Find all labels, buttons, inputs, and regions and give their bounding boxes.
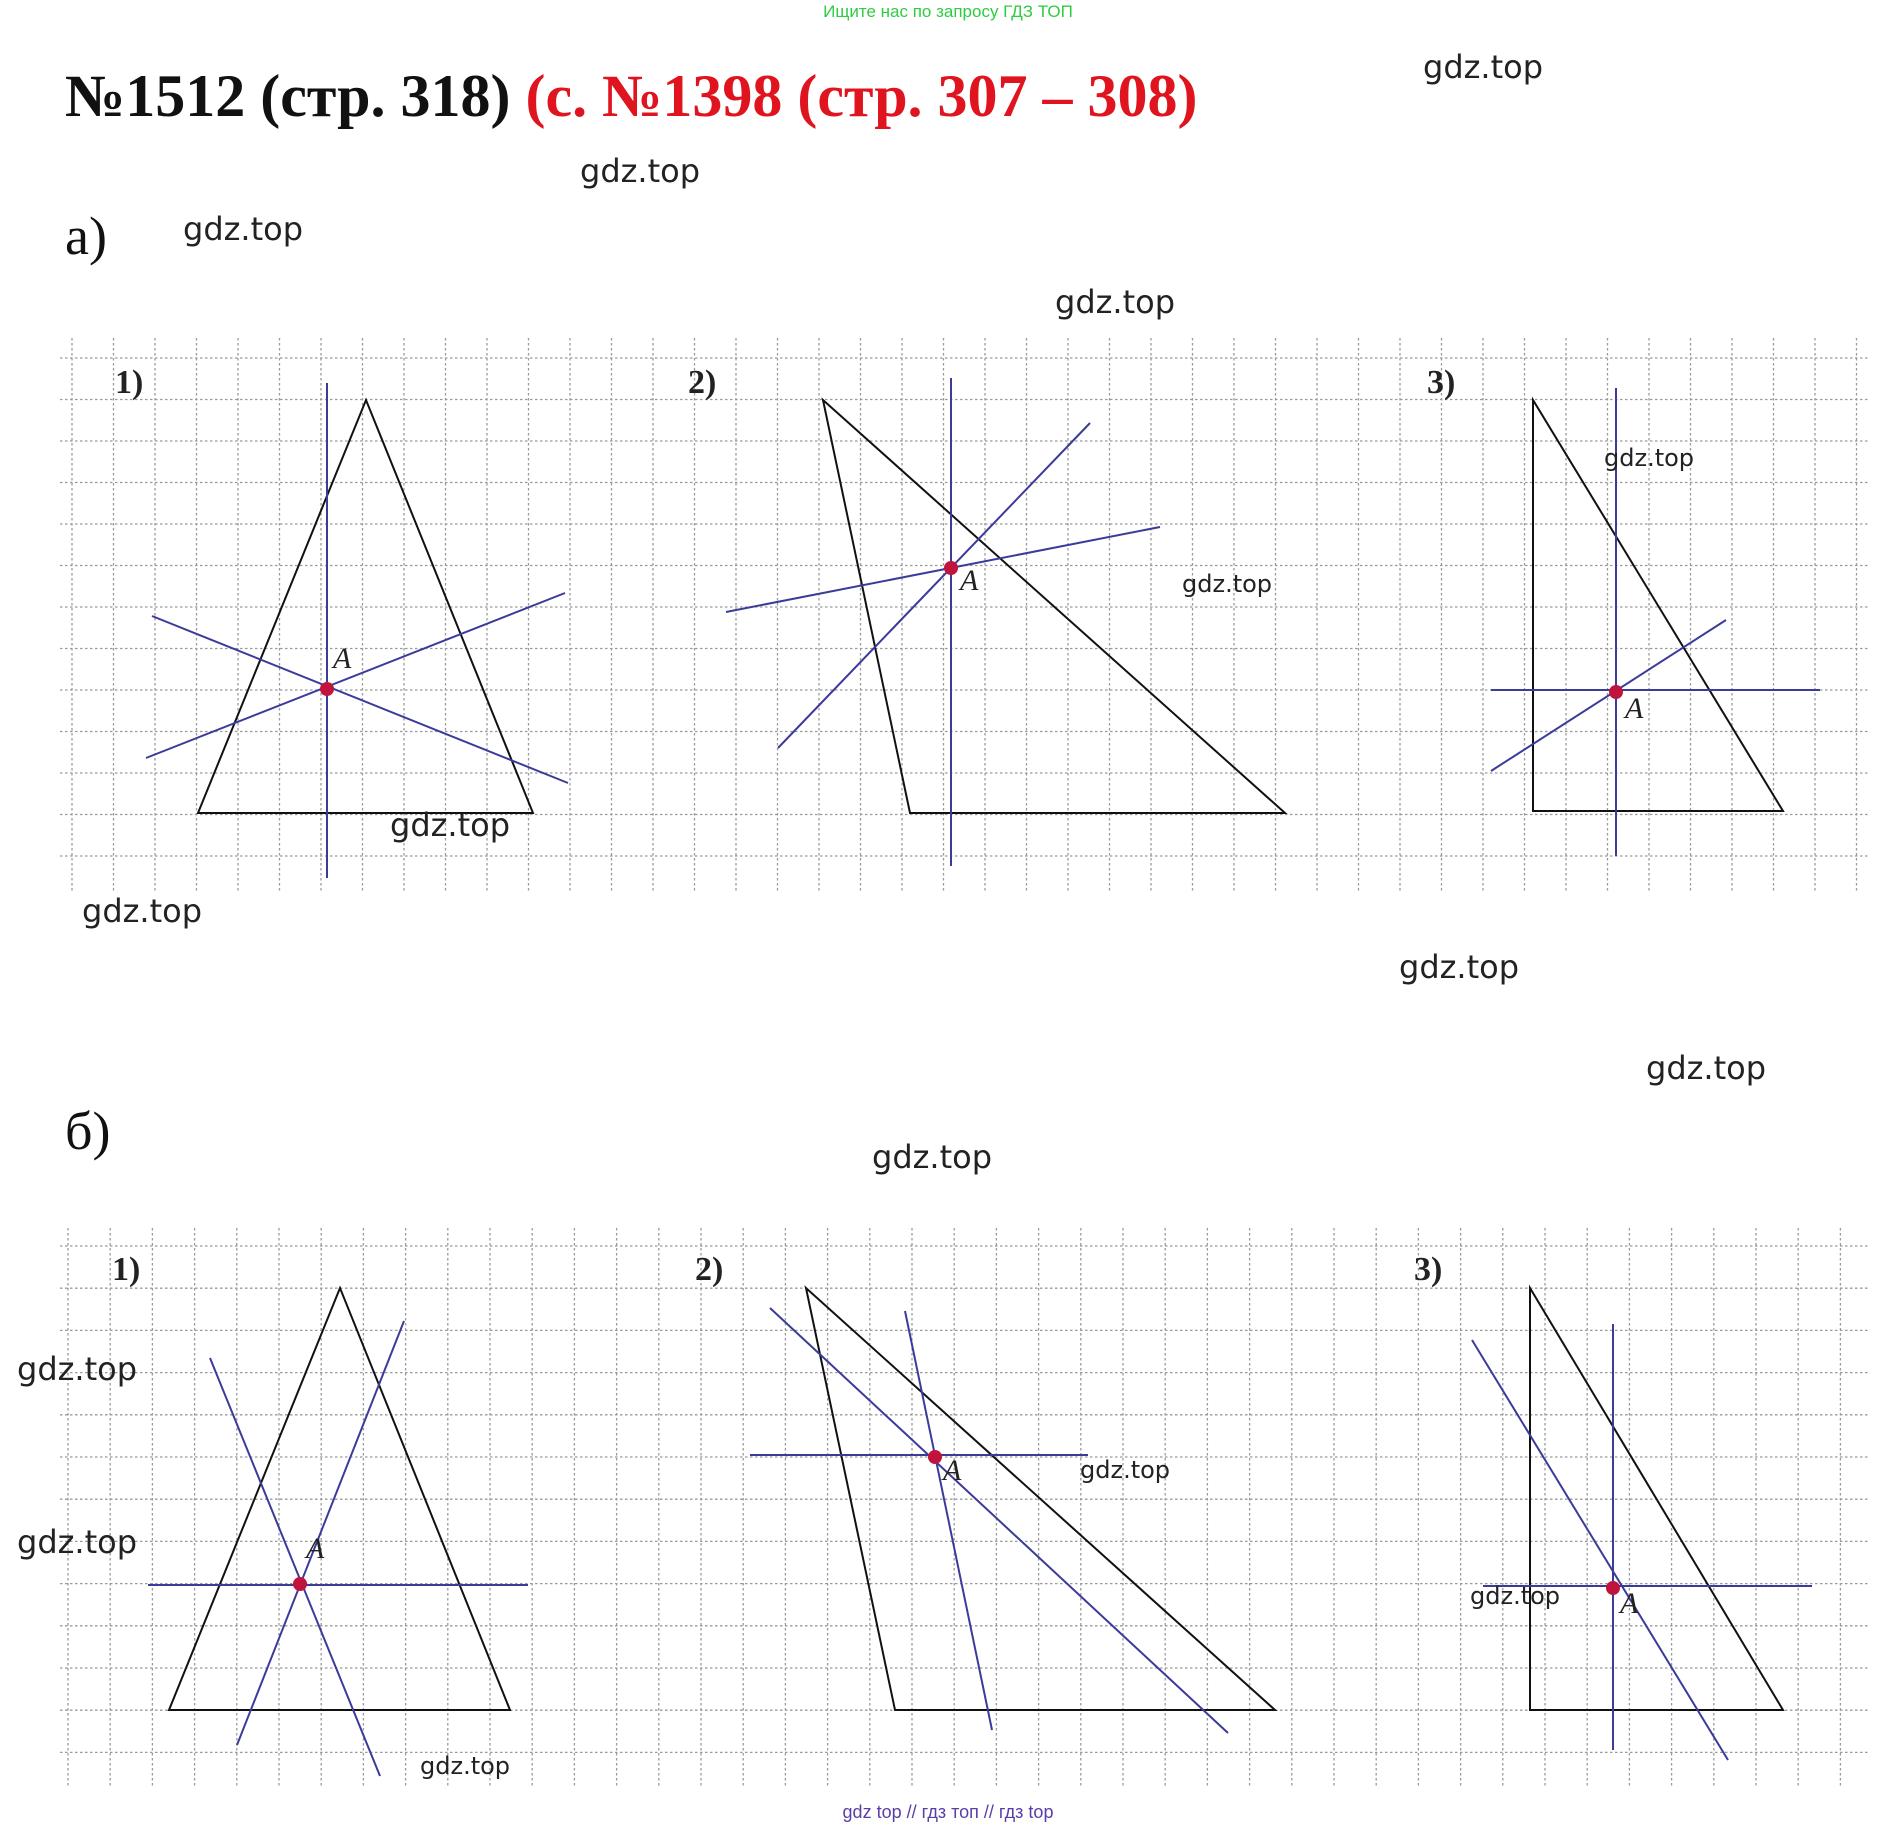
line-a2-steep [778,423,1090,748]
watermark: gdz.top [872,1138,993,1176]
subpart-label-b1: 1) [112,1251,141,1288]
subpart-label-a2: 2) [688,364,717,401]
watermark: gdz.top [1055,283,1176,321]
point-a1 [320,682,334,696]
figure-section-b [60,1228,1870,1788]
watermark: gdz.top [17,1350,138,1388]
line-a1-descending [152,616,568,783]
watermark: gdz.top [390,806,511,844]
watermark: gdz.top [1470,1582,1561,1610]
watermark: gdz.top [1646,1049,1767,1087]
section-label-b: б) [65,1101,111,1161]
watermark: gdz.top [17,1523,138,1561]
watermark: gdz.top [1423,48,1544,86]
point-label-a1: A [333,642,352,675]
subpart-label-a3: 3) [1427,364,1456,401]
line-a1-ascending [146,593,565,758]
watermark: gdz.top [420,1752,511,1780]
watermark: gdz.top [580,152,701,190]
watermark: gdz.top [1182,570,1273,598]
watermark: gdz.top [1080,1456,1171,1484]
watermark: gdz.top [1604,444,1695,472]
title-alt: (с. №1398 (стр. 307 – 308) [525,63,1198,129]
point-label-b2: A [943,1454,962,1487]
point-label-b3: A [1620,1587,1639,1620]
lines-a1 [146,383,568,878]
point-b2 [928,1450,942,1464]
line-b2-steep [905,1311,992,1730]
point-label-a2: A [960,564,979,597]
watermark: gdz.top [82,892,203,930]
subpart-label-b2: 2) [695,1251,724,1288]
line-b2-diagonal [770,1308,1228,1733]
subpart-label-b3: 3) [1414,1251,1443,1288]
subpart-label-a1: 1) [115,364,144,401]
point-b1 [293,1577,307,1591]
grid-lines-a [60,338,1870,893]
figure-section-a [60,338,1870,893]
page-title [65,62,1198,131]
point-label-b1: A [306,1532,325,1565]
top-banner[interactable]: Ищите нас по запросу ГДЗ ТОП [823,2,1073,21]
point-b3 [1606,1581,1620,1595]
bottom-watermark: gdz top // гдз топ // гдз top [842,1802,1054,1822]
point-label-a3: A [1625,692,1644,725]
point-a3 [1609,685,1623,699]
watermark: gdz.top [183,210,304,248]
point-a2 [944,561,958,575]
watermark: gdz.top [1399,948,1520,986]
lines-b2 [750,1308,1228,1733]
lines-a2 [726,378,1160,866]
lines-b1 [148,1321,528,1776]
grid-lines-b [60,1228,1870,1788]
title-main: №1512 (стр. 318) [65,63,511,129]
line-b1-descending [210,1358,380,1776]
section-label-a: а) [65,206,107,266]
